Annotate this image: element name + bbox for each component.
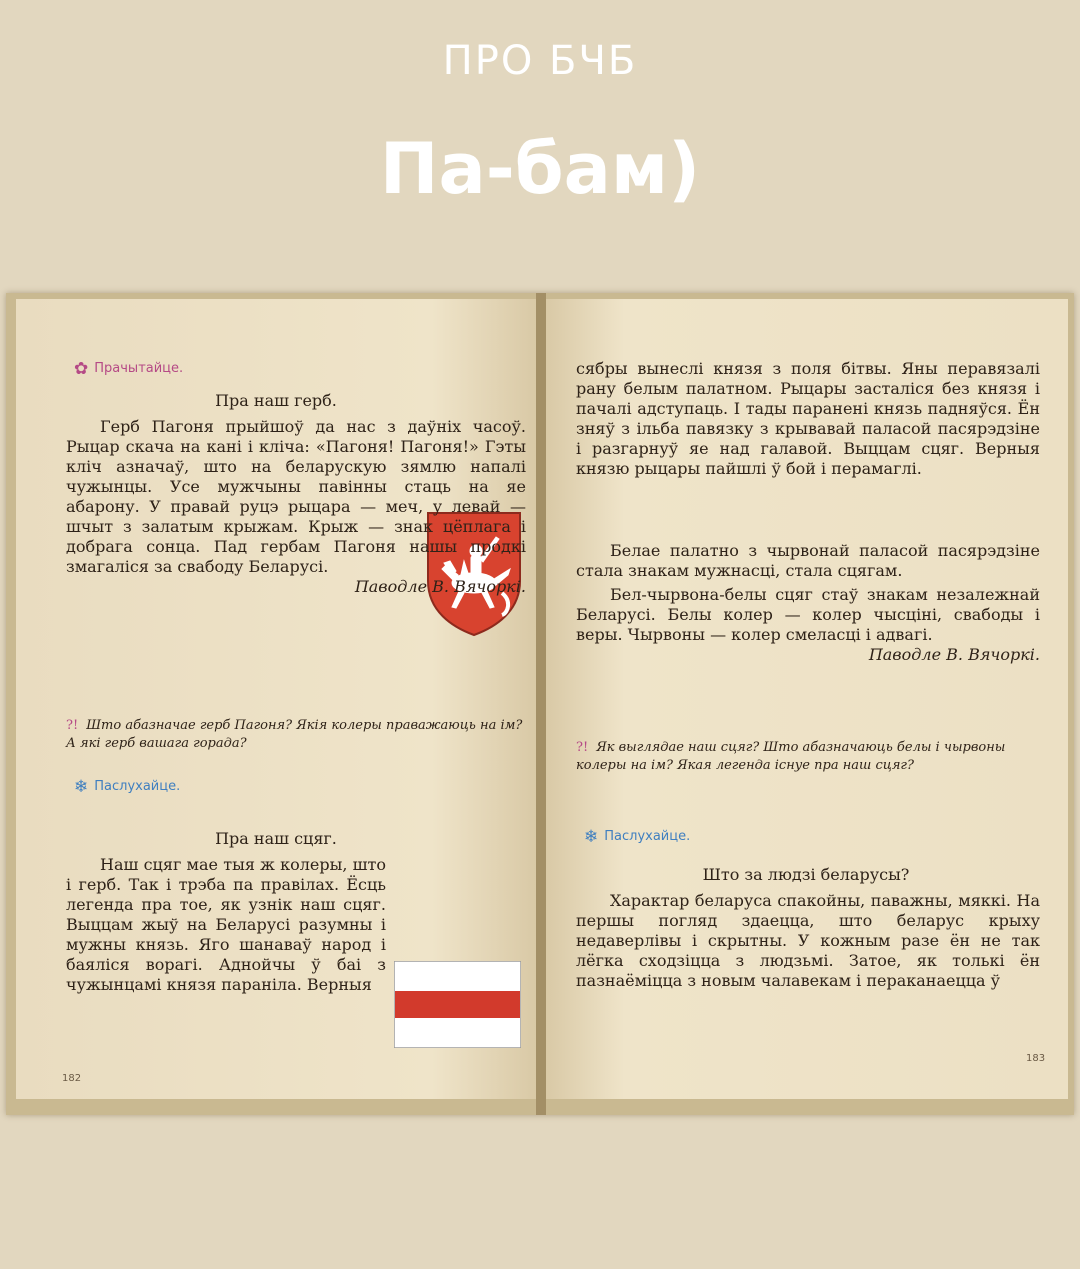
- right-page: [546, 299, 1068, 1099]
- question-mark-icon: ?!: [66, 718, 79, 733]
- legend-text: сябры вынеслі князя з поля бітвы. Яны перавязалі рану белым палатном. Рыцары засталіся без князя і пачалі адступаць. І тады параненi князь падняўся. Ён зняў з ільба павязку з крывавай паласой пасярэдзіне і разгарнуў яе над галавой. Выццам сцяг. Верныя князю рыцары пайшлі ў бой і перамаглі.: [576, 359, 1040, 478]
- flag-title: Пра наш сцяг.: [215, 829, 337, 848]
- white-red-white-flag: [394, 961, 521, 1048]
- independence-text: Бел-чырвона-белы сцяг стаў знакам незалежнай Беларусі. Белы колер — колер чысціні, свабоды і веры. Чырвоны — колер смеласці і адвагі. Паводле В. Вячоркі.: [576, 585, 1040, 664]
- legend-author: Паводле В. Вячоркі.: [868, 645, 1040, 664]
- story-header: [0, 0, 1080, 300]
- book-spine: [536, 293, 546, 1115]
- question-mark-icon: ?!: [576, 740, 589, 755]
- page-number-left: 182: [62, 1073, 82, 1084]
- flag-text: Наш сцяг мае тыя ж колеры, што і герб. Так і трэба па правілах. Ёсць легенда пра тое, як узнік наш сцяг. Выццам жыў на Беларусі разумны і мужны князь. Яго шанаваў народ і баяліся ворагі. Аднойчы ў бai з чужынцамі князя параніла. Верныя: [66, 855, 386, 994]
- coat-of-arms-text: Герб Пагоня прыйшоў да нас з даўніх часоў. Рыцар скача на кані і кліча: «Пагоня! Пагоня!» Гэты кліч азначаў, што на беларускую зямлю напалі чужынцы. Усе мужчыны павінны стаць на яе абарону. У правай руцэ рыцара — меч, у левай — шчыт з залатым крыжам. Крыж — знак цёплага і добрага сонца. Пад гербам Пагоня нашы продкі змагаліся за свабоду Беларусі. Паводле В. Вячоркі.: [66, 417, 526, 596]
- snowflake-icon: ❄: [584, 827, 599, 847]
- left-page: [16, 299, 536, 1099]
- story-kicker: ПРО БЧБ: [442, 38, 638, 84]
- flower-icon: ✿: [74, 359, 89, 379]
- flag-meaning-text: Белае палатно з чырвонай паласой пасярэдзіне стала знакам мужнасці, стала сцягам.: [576, 541, 1040, 580]
- snowflake-icon: ❄: [74, 777, 89, 797]
- coat-of-arms-author: Паводле В. Вячоркі.: [354, 577, 526, 596]
- belarusians-title: Што за людзі беларусы?: [702, 865, 910, 884]
- section-listen-label: ❄ Паслухайце.: [74, 777, 181, 797]
- belarusians-text: Характар беларуса спакойны, паважны, мяккі. На першы погляд здаецца, што беларус крыху недаверлівы і скрытны. У кожным разе ён не так лёгка сходзіцца з людзьмі. Затое, як толькі ён пазнаёміцца з новым чалавекам і пераканаецца ў: [576, 891, 1040, 990]
- section-listen-label-right: ❄ Паслухайце.: [584, 827, 691, 847]
- page-number-right: 183: [1026, 1053, 1046, 1064]
- coat-of-arms-question: ?! Што абазначае герб Пагоня? Якія колеры праважаюць на ім? А які герб вашага горада?: [66, 718, 523, 751]
- flag-question: ?! Як выглядае наш сцяг? Што абазначаюць белы і чырвоны колеры на ім? Якая легенда існуе пра наш сцяг?: [576, 740, 1006, 773]
- coat-of-arms-title: Пра наш герб.: [215, 391, 337, 410]
- story-headline: Па-бам): [379, 128, 701, 210]
- section-read-label: ✿ Прачытайце.: [74, 359, 184, 379]
- open-textbook-photo: [6, 293, 1074, 1115]
